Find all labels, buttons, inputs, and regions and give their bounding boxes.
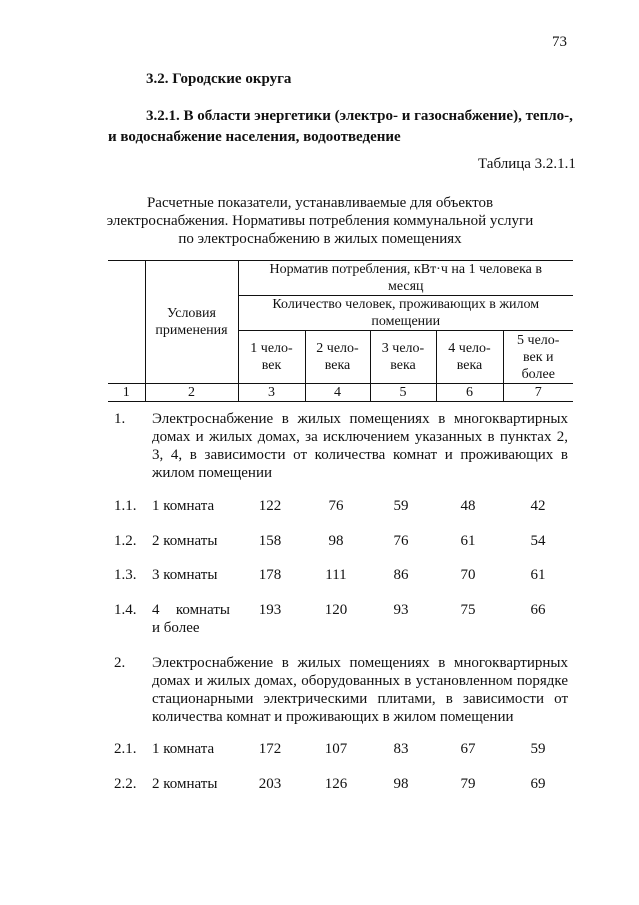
row-name: 1 комната — [152, 498, 215, 514]
subsection-title: 3.2.1. В области энергетики (электро- и газоснабжение), тепло-, и водоснабжение населения, водоотведение — [108, 108, 573, 145]
header-people-4: 4 чело-века — [436, 331, 503, 384]
row-name: 2 комнаты — [152, 533, 218, 549]
cell-value: 98 — [393, 776, 409, 792]
group-description: Электроснабжение в жилых помещениях в многоквартирных домах и жилых домах, оборудованных в установленном порядке стационарными электрическими плитами, в зависимости от количества комнат и проживающих в жилом помещении — [152, 655, 568, 725]
col-number: 5 — [370, 384, 436, 402]
cell-value: 61 — [530, 567, 546, 583]
row-name: 1 комната — [152, 741, 215, 757]
cell-value: 61 — [460, 533, 476, 549]
row-name-part: 4 — [152, 602, 160, 618]
header-number-cell — [108, 261, 145, 384]
table-header — [108, 260, 573, 402]
caption-line: электроснабжения. Нормативы потребления коммунальной услуги — [106, 213, 534, 229]
cell-value: 172 — [258, 741, 282, 757]
cell-value: 42 — [530, 498, 546, 514]
row-name: 2 комнаты — [152, 776, 218, 792]
header-conditions: Условия применения — [145, 261, 238, 384]
row-name-part: и более — [152, 620, 200, 636]
caption-line: Расчетные показатели, устанавливаемые для объектов — [146, 195, 494, 211]
cell-value: 111 — [325, 567, 347, 583]
header-people-1: 1 чело-век — [238, 331, 305, 384]
cell-value: 158 — [258, 533, 282, 549]
group-number: 2. — [114, 655, 126, 671]
row-name — [152, 601, 237, 637]
cell-value: 98 — [328, 533, 344, 549]
header-people-2: 2 чело-века — [305, 331, 370, 384]
cell-value: 83 — [393, 741, 409, 757]
cell-value: 178 — [258, 567, 282, 583]
row-number: 1.1. — [114, 498, 137, 514]
page-number: 73 — [552, 34, 567, 50]
cell-value: 120 — [324, 602, 348, 618]
section-title: 3.2. Городские округа — [146, 71, 292, 87]
cell-value: 76 — [328, 498, 344, 514]
row-number: 2.1. — [114, 741, 137, 757]
cell-value: 86 — [393, 567, 409, 583]
table-label: Таблица 3.2.1.1 — [478, 156, 576, 172]
col-number: 4 — [305, 384, 370, 402]
cell-value: 59 — [393, 498, 409, 514]
cell-value: 93 — [393, 602, 409, 618]
cell-value: 79 — [460, 776, 476, 792]
col-number: 6 — [436, 384, 503, 402]
row-number: 1.3. — [114, 567, 137, 583]
cell-value: 48 — [460, 498, 476, 514]
col-number: 3 — [238, 384, 305, 402]
cell-value: 203 — [258, 776, 282, 792]
row-number: 1.4. — [114, 602, 137, 618]
header-people-3: 3 чело-века — [370, 331, 436, 384]
cell-value: 54 — [530, 533, 546, 549]
cell-value: 126 — [324, 776, 348, 792]
cell-value: 122 — [258, 498, 282, 514]
col-number: 1 — [108, 384, 145, 402]
row-name-line — [152, 601, 230, 619]
row-number: 1.2. — [114, 533, 137, 549]
table-caption — [100, 194, 540, 248]
row-name: 3 комнаты — [152, 567, 218, 583]
group-description: Электроснабжение в жилых помещениях в многоквартирных домах и жилых домах, за исключением указанных в пунктах 2, 3, 4, в зависимости от количества комнат и проживающих в жилом помещении — [152, 411, 568, 481]
cell-value: 193 — [258, 602, 282, 618]
cell-value: 75 — [460, 602, 476, 618]
cell-value: 67 — [460, 741, 476, 757]
cell-value: 69 — [530, 776, 546, 792]
row-name-part: комнаты — [175, 602, 230, 618]
row-number: 2.2. — [114, 776, 137, 792]
cell-value: 59 — [530, 741, 546, 757]
cell-value: 66 — [530, 602, 546, 618]
header-norm: Норматив потребления, кВт·ч на 1 человека в месяц — [238, 261, 573, 296]
col-number: 2 — [145, 384, 238, 402]
cell-value: 70 — [460, 567, 476, 583]
cell-value: 107 — [324, 741, 348, 757]
header-people-5: 5 чело-век и более — [503, 331, 573, 384]
col-number: 7 — [503, 384, 573, 402]
group-number: 1. — [114, 411, 126, 427]
cell-value: 76 — [393, 533, 409, 549]
caption-line: по электроснабжению в жилых помещениях — [178, 231, 462, 247]
header-count: Количество человек, проживающих в жилом помещении — [238, 296, 573, 331]
